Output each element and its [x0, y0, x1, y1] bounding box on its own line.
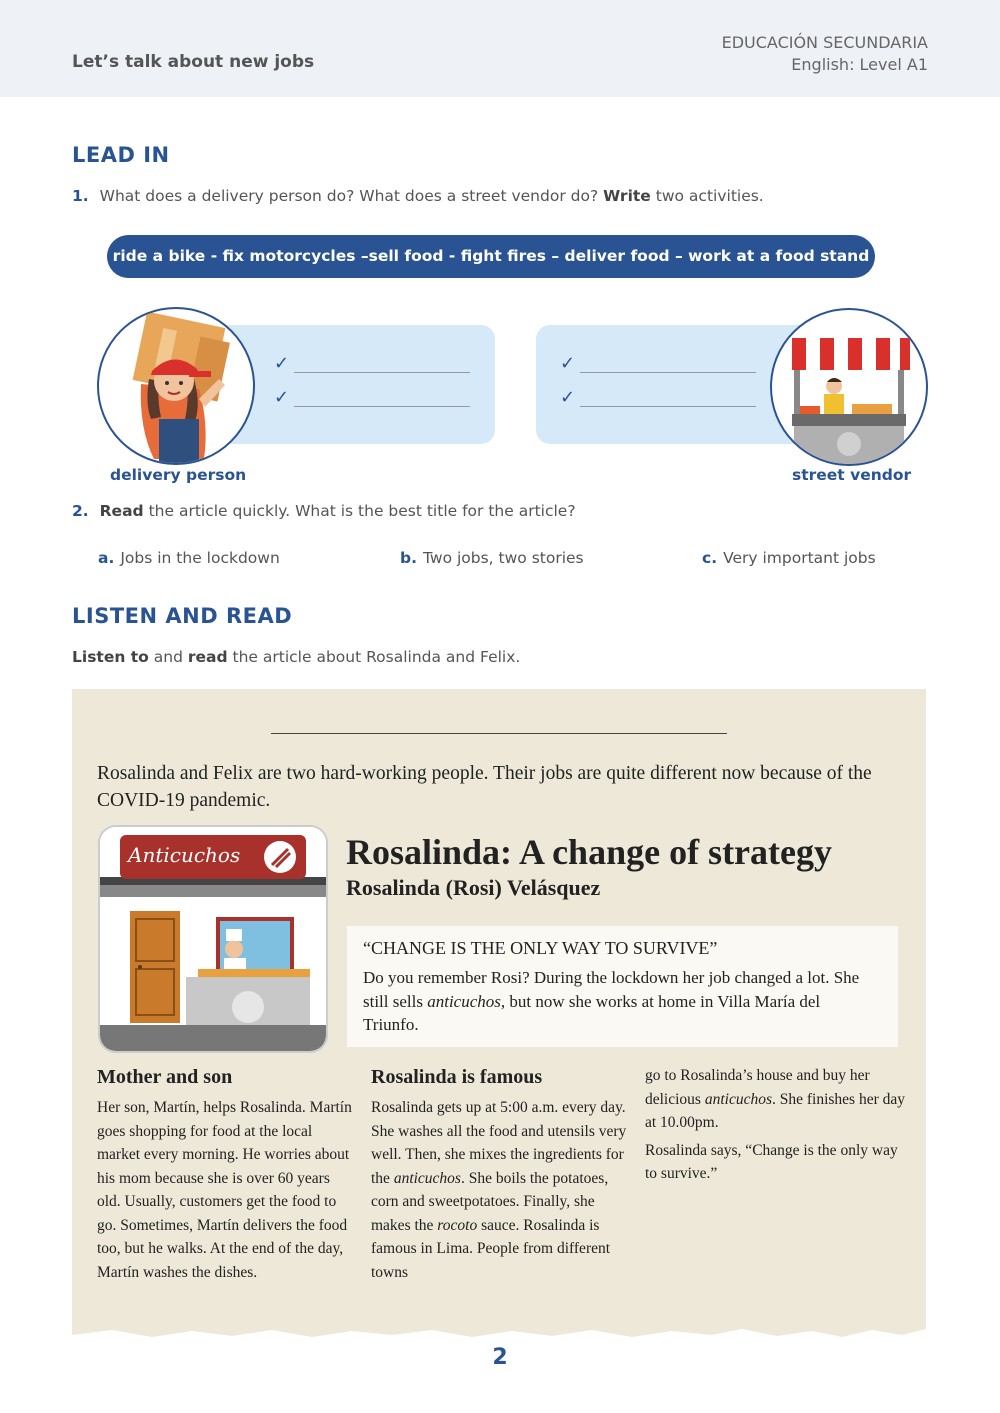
word-bank: ride a bike - fix motorcycles –sell food - fight fires – deliver food – work at a food stand: [107, 235, 875, 278]
street-vendor-illustration: [770, 308, 928, 466]
delivery-person-label: delivery person: [110, 466, 247, 484]
listen-read-instruction: [72, 648, 520, 666]
anticuchos-shop-illustration: [98, 825, 328, 1053]
course-subject: English: Level A1: [791, 55, 928, 74]
option-c[interactable]: [702, 549, 876, 567]
col3-paragraph-1: [645, 1064, 905, 1135]
col3-text: [645, 1064, 905, 1190]
option-letter: a.: [98, 549, 115, 567]
instr-read: read: [187, 648, 228, 666]
check-icon: ✓: [560, 387, 576, 408]
article-subtitle: Rosalinda (Rosi) Velásquez: [346, 875, 601, 900]
vendor-answer-1[interactable]: [560, 353, 760, 375]
question-2: [72, 502, 576, 520]
question-1-number: 1.: [72, 187, 89, 205]
course-info: [722, 32, 928, 76]
answer-line: [294, 406, 470, 407]
col2-text-3: sauce. Rosalinda is famous in Lima. People from different towns: [371, 1216, 611, 1281]
question-1-text-end: two activities.: [655, 187, 764, 205]
torn-paper-edge: [72, 1315, 926, 1345]
col3-text-2: . She finishes her day at 10.00pm.: [645, 1090, 906, 1131]
title-blank-line[interactable]: [271, 733, 727, 734]
question-1-verb: Write: [603, 187, 651, 205]
col3-emphasis: anticuchos: [704, 1090, 772, 1108]
quote-heading: “CHANGE IS THE ONLY WAY TO SURVIVE”: [363, 938, 718, 958]
shop-sign-text: Anticuchos: [128, 843, 241, 867]
option-text: Two jobs, two stories: [422, 549, 584, 567]
answer-line: [580, 406, 756, 407]
instr-listen: Listen to: [72, 648, 149, 666]
quote-text-2: , but now she works at home in Villa María del Triunfo.: [363, 991, 821, 1034]
delivery-answer-2[interactable]: [274, 387, 474, 409]
food-stand-icon: [772, 310, 926, 464]
page-header: [0, 0, 1000, 97]
check-icon: ✓: [274, 353, 290, 374]
question-2-text: the article quickly. What is the best title for the article?: [148, 502, 576, 520]
col1-heading: Mother and son: [97, 1066, 233, 1088]
option-b[interactable]: [400, 549, 584, 567]
col2-heading: Rosalinda is famous: [371, 1066, 543, 1088]
answer-line: [580, 372, 756, 373]
delivery-answer-1[interactable]: [274, 353, 474, 375]
street-vendor-label: street vendor: [792, 466, 912, 484]
article-intro: Rosalinda and Felix are two hard-working people. Their jobs are quite different now because of the COVID-19 pandemic.: [97, 763, 872, 811]
vendor-answer-2[interactable]: [560, 387, 760, 409]
option-letter: c.: [702, 549, 718, 567]
col1-text: Her son, Martín, helps Rosalinda. Martín goes shopping for food at the local market every morning. He worries about his mom because she is over 60 years old. Usually, customers get the food to go. Sometimes, Martín delivers the food too, but he walks. At the end of the day, Martín washes the dishes.: [97, 1099, 352, 1281]
quote-text-1: Do you remember Rosi? During the lockdown her job changed a lot. She still sells: [363, 968, 860, 1011]
check-icon: ✓: [274, 387, 290, 408]
delivery-person-illustration: [97, 307, 255, 465]
quote-box: [347, 926, 898, 1047]
col2-text: [371, 1096, 629, 1284]
delivery-person-icon: [99, 309, 253, 463]
question-2-number: 2.: [72, 502, 89, 520]
option-text: Very important jobs: [723, 549, 876, 567]
option-letter: b.: [400, 549, 417, 567]
col2-text-1: Rosalinda gets up at 5:00 a.m. every day. She washes all the food and utensils very well. Then, she mixes the ingredients for the: [371, 1099, 627, 1187]
question-1-text: What does a delivery person do? What does a street vendor do?: [99, 187, 599, 205]
article-title: Rosalinda: A change of strategy: [346, 832, 832, 872]
answer-line: [294, 372, 470, 373]
option-text: Jobs in the lockdown: [120, 549, 280, 567]
page-number: 2: [492, 1345, 508, 1370]
col2-emphasis-2: rocoto: [437, 1216, 478, 1234]
instr-end: the article about Rosalinda and Felix.: [232, 648, 521, 666]
question-2-verb: Read: [99, 502, 144, 520]
col3-text-1: go to Rosalinda’s house and buy her delicious: [645, 1067, 870, 1108]
col3-paragraph-2: Rosalinda says, “Change is the only way to survive.”: [645, 1141, 898, 1182]
option-a[interactable]: [98, 549, 280, 567]
lead-in-heading: LEAD IN: [72, 143, 170, 167]
unit-title: Let’s talk about new jobs: [72, 52, 315, 72]
col2-text-2: . She boils the potatoes, corn and sweetpotatoes. Finally, she makes the: [371, 1169, 609, 1234]
instr-and: and: [153, 648, 183, 666]
question-1: [72, 187, 764, 205]
col2-emphasis-1: anticuchos: [393, 1169, 461, 1187]
listen-read-heading: LISTEN AND READ: [72, 604, 293, 628]
check-icon: ✓: [560, 353, 576, 374]
quote-body: [363, 966, 873, 1037]
course-level: EDUCACIÓN SECUNDARIA: [721, 33, 928, 52]
quote-emphasis: anticuchos: [427, 991, 501, 1011]
